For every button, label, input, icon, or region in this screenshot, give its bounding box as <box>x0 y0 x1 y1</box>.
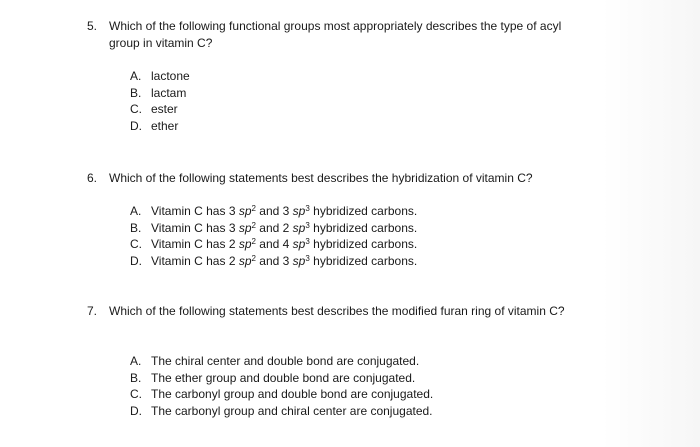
question-stem <box>87 170 587 187</box>
option-text: lactone <box>151 69 190 83</box>
question-number: 6. <box>87 171 98 185</box>
option-c[interactable] <box>130 386 433 403</box>
question-number: 5. <box>87 19 98 33</box>
answer-options <box>130 203 417 269</box>
option-text: Vitamin C has 2 $sp^2$ and 3 $sp^3$ hybridized carbons. <box>151 253 418 268</box>
option-letter: A. <box>130 69 142 83</box>
option-d[interactable] <box>130 253 417 270</box>
option-letter: C. <box>130 237 142 251</box>
option-letter: B. <box>130 370 142 385</box>
option-c[interactable] <box>130 101 190 118</box>
question-text: Which of the following statements best describes the modified furan ring of vitamin C? <box>109 304 565 318</box>
option-text: Vitamin C has 2 $sp^2$ and 4 $sp^3$ hybridized carbons. <box>151 237 418 251</box>
option-letter: C. <box>130 387 142 401</box>
option-text: The carbonyl group and double bond are conjugated. <box>151 387 434 401</box>
option-c[interactable] <box>130 236 417 253</box>
question-text: Which of the following statements best describes the hybridization of vitamin C? <box>109 171 533 185</box>
option-text: lactam <box>151 85 187 100</box>
question-number: 7. <box>87 304 98 318</box>
answer-options <box>130 68 190 134</box>
option-text: The chiral center and double bond are conjugated. <box>151 354 420 368</box>
answer-options <box>130 353 433 419</box>
option-a[interactable] <box>130 353 433 370</box>
option-text: The carbonyl group and chiral center are conjugated. <box>151 403 433 418</box>
option-letter: D. <box>130 253 142 268</box>
question-stem <box>87 18 587 52</box>
question-6 <box>87 170 587 268</box>
question-5 <box>87 18 587 133</box>
option-d[interactable] <box>130 403 433 420</box>
option-text: Vitamin C has 3 $sp^2$ and 2 $sp^3$ hybridized carbons. <box>151 220 418 235</box>
option-letter: D. <box>130 118 142 133</box>
option-text: Vitamin C has 3 $sp^2$ and 3 $sp^3$ hybridized carbons. <box>151 204 418 218</box>
option-letter: C. <box>130 102 142 116</box>
question-text: Which of the following functional groups most appropriately describes the type of acyl group in vitamin C? <box>109 19 562 50</box>
option-text: ether <box>151 118 179 133</box>
question-stem <box>87 303 587 320</box>
option-letter: B. <box>130 220 142 235</box>
option-letter: D. <box>130 403 142 418</box>
option-text: The ether group and double bond are conjugated. <box>151 370 416 385</box>
option-b[interactable] <box>130 370 433 387</box>
option-b[interactable] <box>130 220 417 237</box>
option-a[interactable] <box>130 68 190 85</box>
option-b[interactable] <box>130 85 190 102</box>
option-letter: B. <box>130 85 142 100</box>
option-a[interactable] <box>130 203 417 220</box>
option-d[interactable] <box>130 118 190 135</box>
question-7 <box>87 303 587 418</box>
option-letter: A. <box>130 354 142 368</box>
option-text: ester <box>151 102 178 116</box>
option-letter: A. <box>130 204 142 218</box>
